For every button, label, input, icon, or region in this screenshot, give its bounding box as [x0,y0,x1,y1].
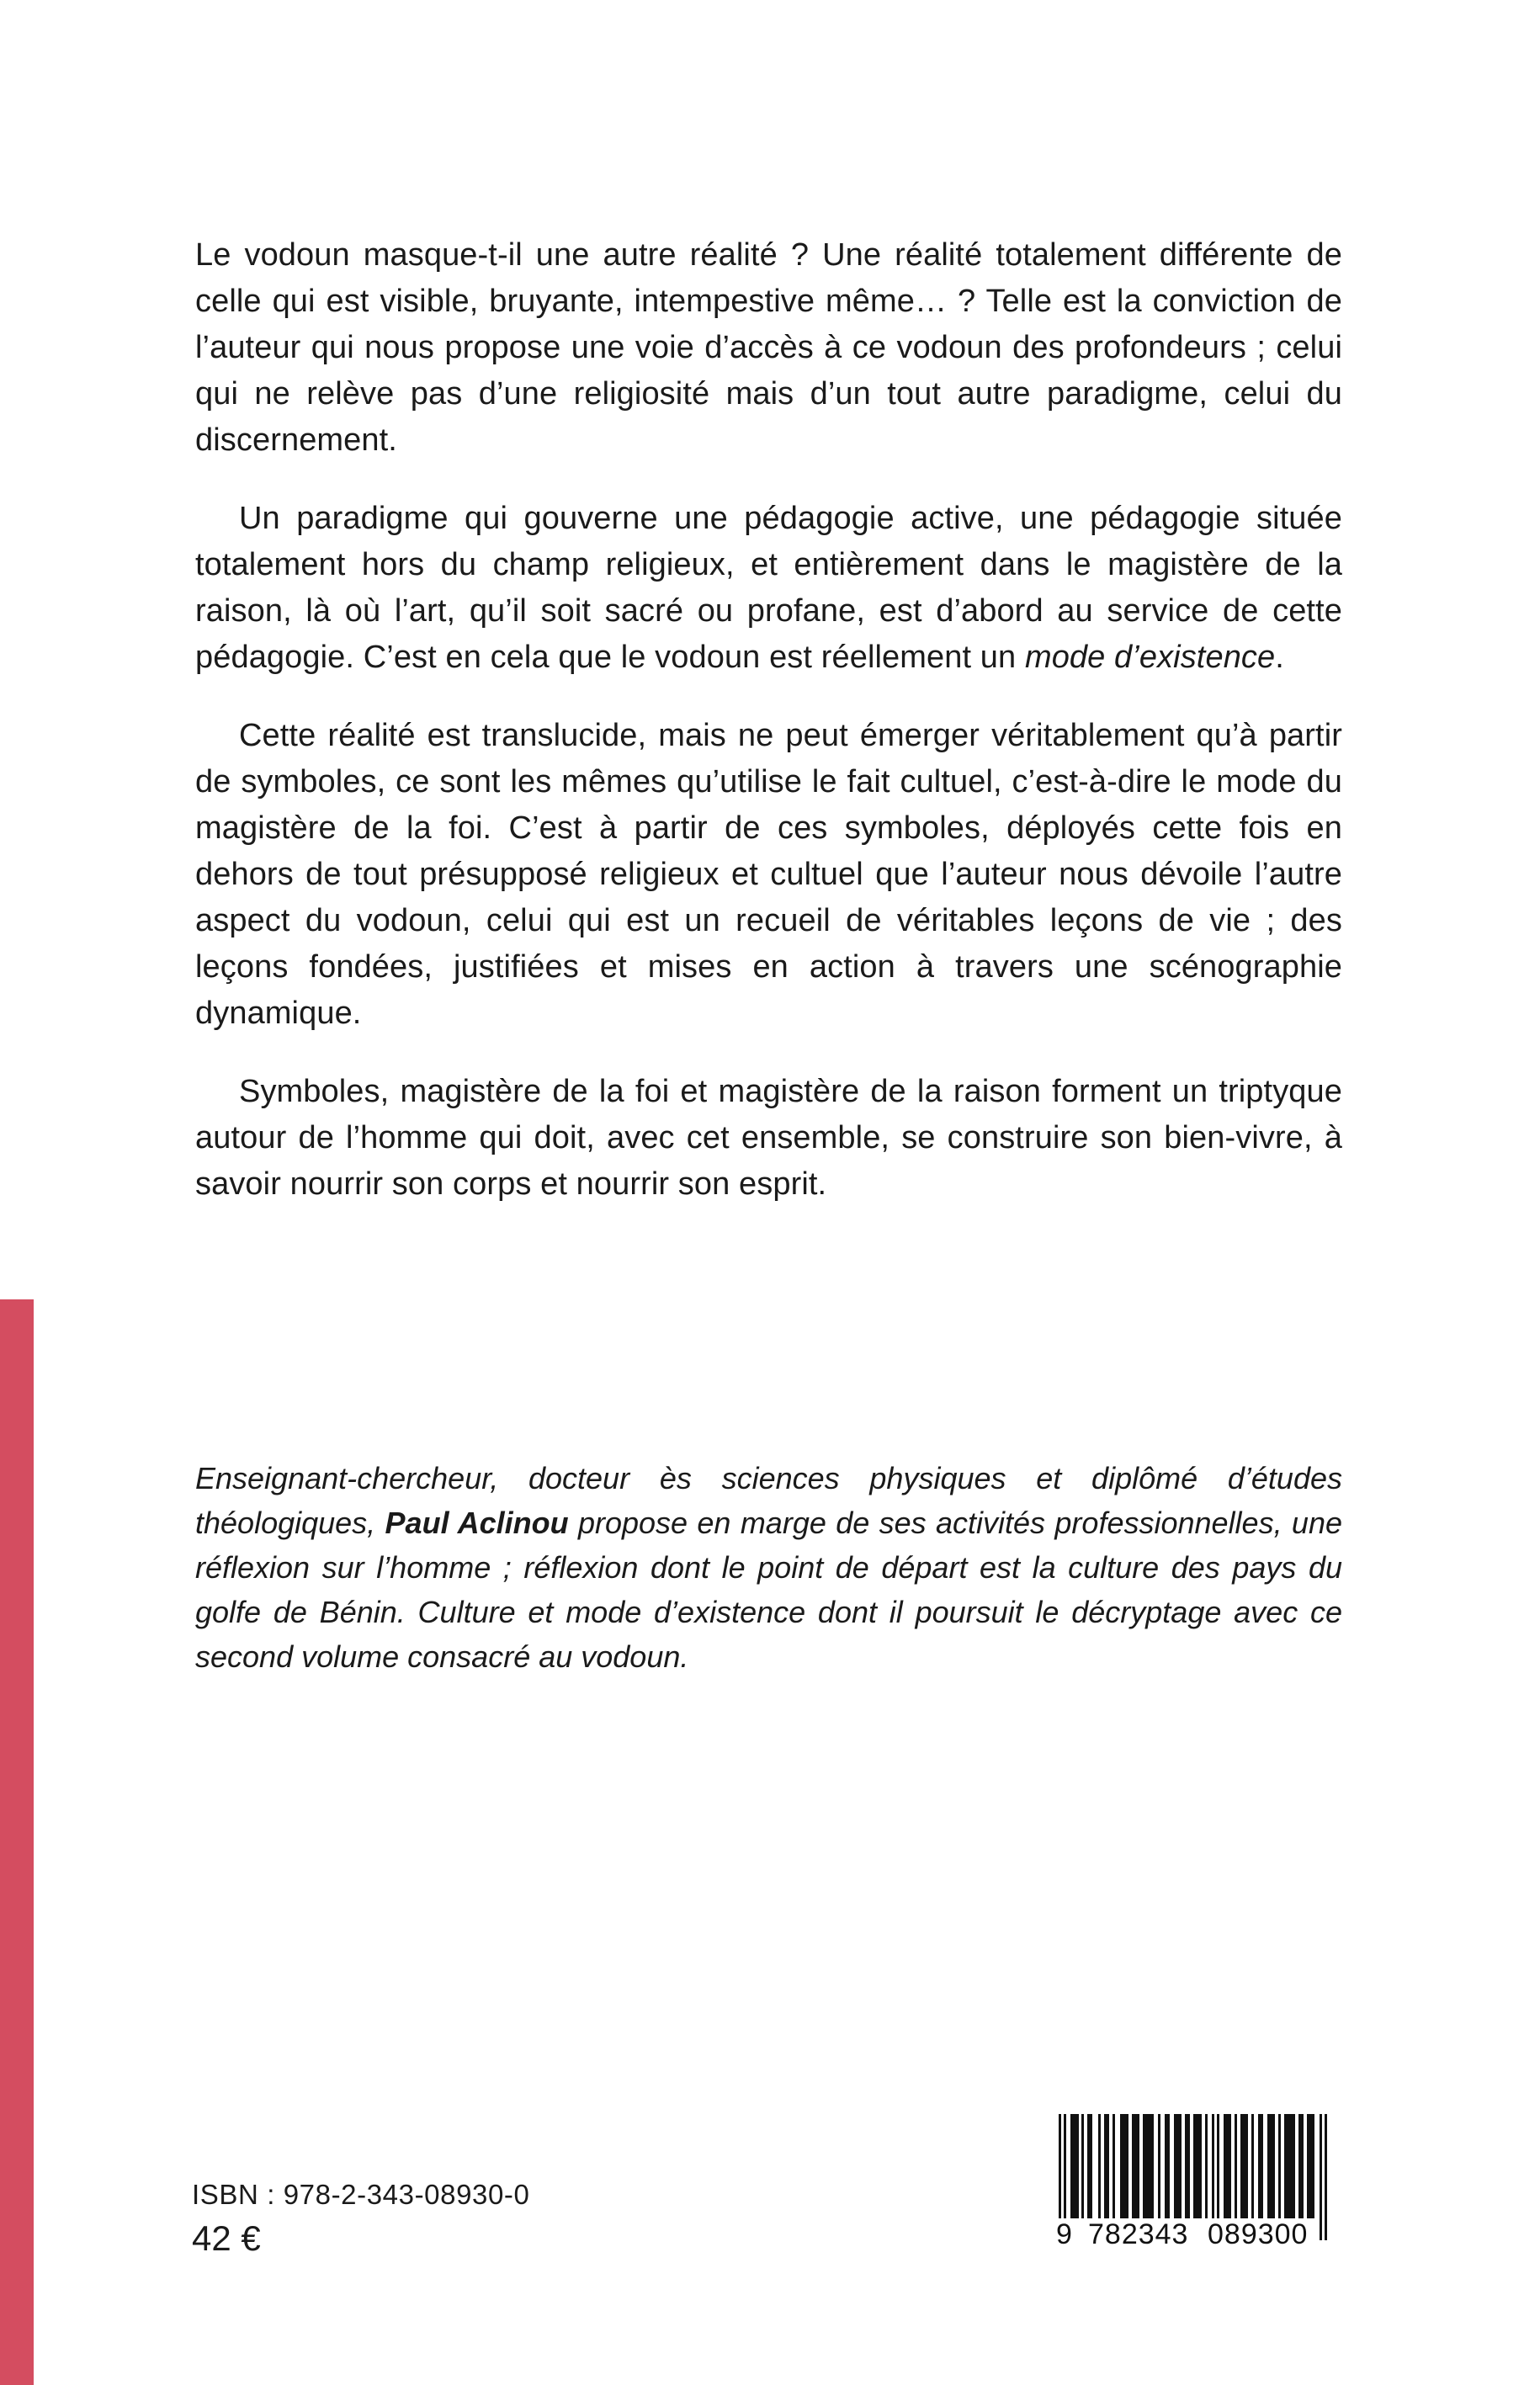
cover-footer [0,2087,1540,2340]
back-cover-blurb [195,232,1342,1208]
isbn-label: ISBN : 978-2-343-08930-0 [192,2179,530,2210]
barcode-digits [1054,2218,1331,2252]
barcode-digits-right: 089300 [1208,2218,1309,2250]
author-name: Paul Aclinou [385,1506,569,1540]
blurb-paragraph-2-text-before: Un paradigme qui gouverne une pédagogie active, une pédagogie située totalement hors du champ religieux, et entièrement dans le magistère de la raison, là où l’art, qu’il soit sacré ou profane, est d’abord au service de cette pédagogie. C’est en cela que le vodoun est réellement un [195,501,1342,675]
isbn-price-block [192,2176,529,2260]
barcode-digit-left: 9 [1056,2218,1073,2250]
blurb-paragraph-1: Le vodoun masque-t-il une autre réalité ? Une réalité totalement différente de celle qui est visible, bruyante, intempestive même… ? Telle est la conviction de l’auteur qui nous propose une voie d’accès à ce vodoun des profondeurs ; celui qui ne relève pas d’une religiosité mais d’un tout autre paradigme, celui du discernement. [195,237,1342,458]
blurb-paragraph-2 [195,496,1342,681]
price-label: 42 € [192,2218,261,2258]
blurb-paragraph-4: Symboles, magistère de la foi et magistère de la raison forment un triptyque autour de l’homme qui doit, avec cet ensemble, se construire son bien-vivre, à savoir nourrir son corps et nourrir son esprit. [195,1074,1342,1202]
author-bio-text-after: propose en marge de ses activités professionnelles, une réflexion sur l’homme ; réflexion dont le point de départ est la culture des pays du golfe de Bénin. Culture et mode d’existence dont il poursuit le décryptage avec ce second volume consacré au vodoun. [195,1506,1342,1674]
blurb-paragraph-3: Cette réalité est translucide, mais ne peut émerger véritablement qu’à partir de symboles, ce sont les mêmes qu’utilise le fait cultuel, c’est-à-dire le mode du magistère de la foi. C’est à partir de ces symboles, déployés cette fois en dehors de tout présupposé religieux et cultuel que l’auteur nous dévoile l’autre aspect du vodoun, celui qui est un recueil de véritables leçons de vie ; des leçons fondées, justifiées et mises en action à travers une scénographie dynamique. [195,718,1342,1031]
author-bio-paragraph [195,1456,1342,1679]
barcode [1054,2114,1331,2252]
blurb-paragraph-2-text-after: . [1275,640,1284,675]
blurb-paragraph-2-emphasis: mode d’existence [1024,640,1276,675]
author-bio [195,1456,1342,1679]
barcode-digits-middle: 782343 [1088,2218,1189,2250]
author-bio-text-before: Enseignant-chercheur, docteur ès sciences physiques et diplômé d’études théologiques, [195,1461,1342,1540]
